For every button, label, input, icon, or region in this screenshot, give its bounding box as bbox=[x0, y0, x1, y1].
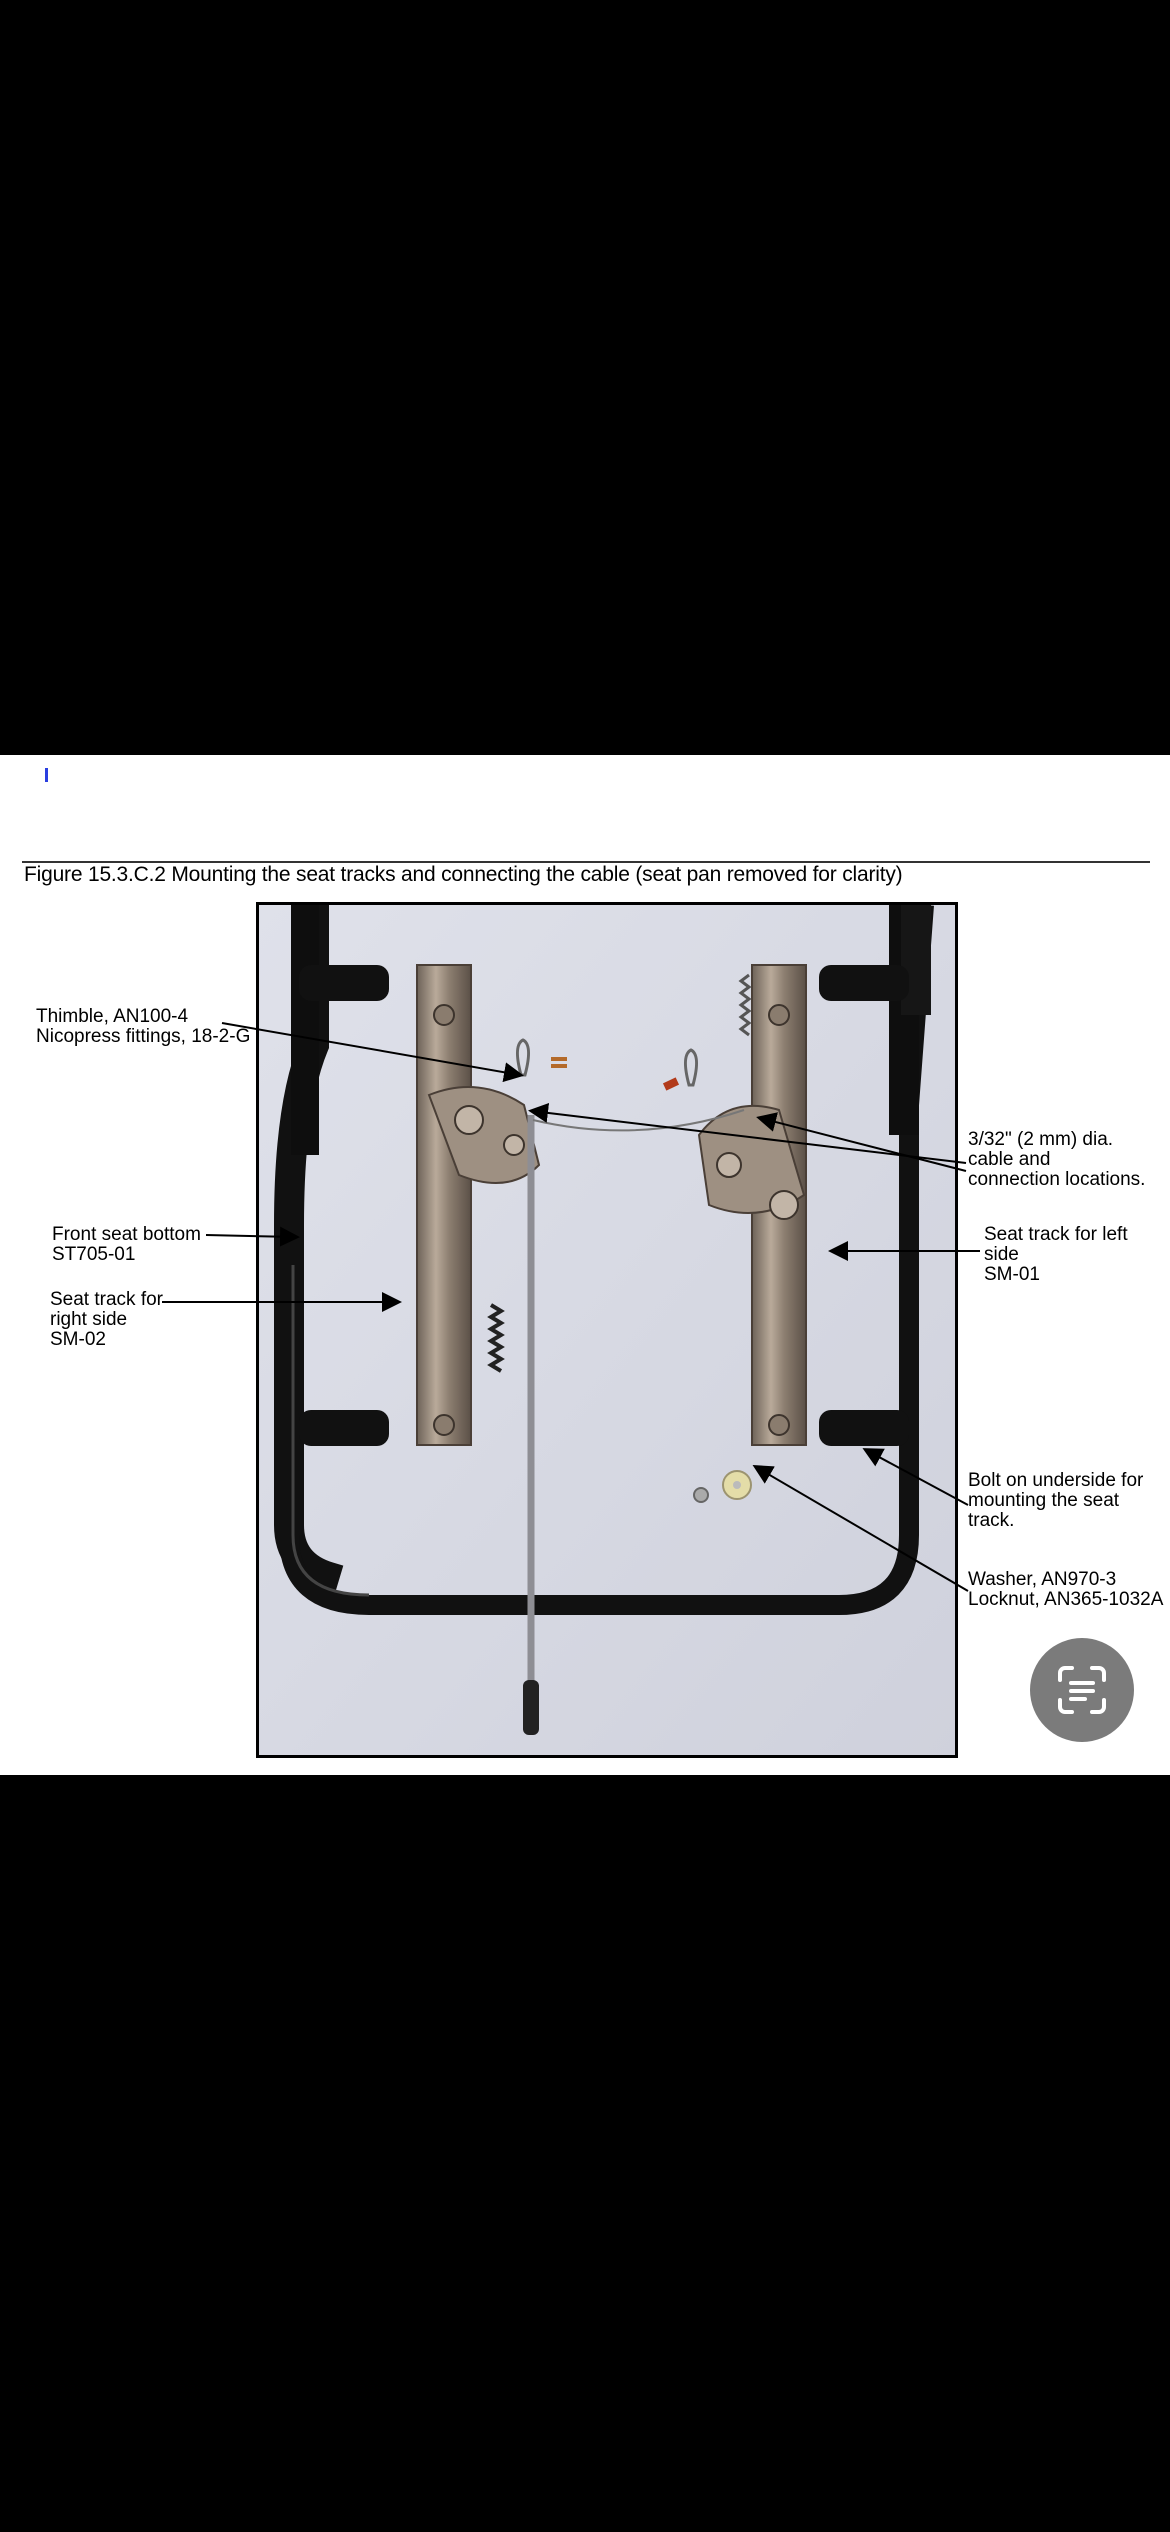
label-cable bbox=[968, 1130, 1145, 1190]
label-front-seat-bottom-line-2: ST705-01 bbox=[52, 1244, 136, 1265]
label-thimble bbox=[36, 1007, 250, 1047]
label-washer-line-1: Washer, AN970-3 bbox=[968, 1569, 1117, 1590]
text-scan-button[interactable] bbox=[1030, 1638, 1134, 1742]
label-seat-track-left-line-2: side bbox=[984, 1244, 1019, 1265]
label-seat-track-right-line-2: right side bbox=[50, 1309, 128, 1330]
label-seat-track-right-line-1: Seat track for bbox=[50, 1289, 163, 1310]
label-cable-line-2: cable and bbox=[968, 1149, 1051, 1170]
label-front-seat-bottom-line-1: Front seat bottom bbox=[52, 1224, 201, 1245]
label-thimble-line-2: Nicopress fittings, 18-2-G bbox=[36, 1026, 251, 1047]
document-page bbox=[0, 755, 1170, 1775]
label-seat-track-right-line-3: SM-02 bbox=[50, 1329, 106, 1350]
label-bolt-line-2: mounting the seat bbox=[968, 1490, 1120, 1511]
text-scan-icon bbox=[1057, 1665, 1107, 1715]
label-thimble-line-1: Thimble, AN100-4 bbox=[36, 1006, 189, 1027]
label-seat-track-left-line-3: SM-01 bbox=[984, 1264, 1040, 1285]
label-bolt-line-3: track. bbox=[968, 1510, 1015, 1531]
label-seat-track-right bbox=[50, 1290, 163, 1350]
label-bolt bbox=[968, 1471, 1143, 1531]
label-seat-track-left-line-1: Seat track for left bbox=[984, 1224, 1128, 1245]
label-washer-line-2: Locknut, AN365-1032A bbox=[968, 1589, 1164, 1610]
label-washer bbox=[968, 1570, 1163, 1610]
label-seat-track-left bbox=[984, 1225, 1128, 1285]
label-cable-line-1: 3/32" (2 mm) dia. bbox=[968, 1129, 1114, 1150]
label-cable-line-3: connection locations. bbox=[968, 1169, 1146, 1190]
figure-caption: Figure 15.3.C.2 Mounting the seat tracks and connecting the cable (seat pan removed for clarity) bbox=[24, 863, 903, 886]
label-front-seat-bottom bbox=[52, 1225, 201, 1265]
label-bolt-line-1: Bolt on underside for bbox=[968, 1470, 1144, 1491]
